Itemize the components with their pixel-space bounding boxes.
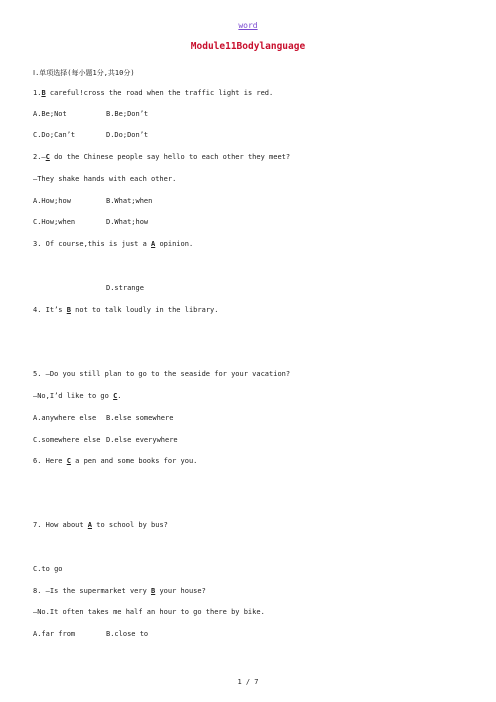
q2-option-d: D.What;how [106,218,149,226]
q2-option-c: C.How;when [33,218,76,226]
answer-1: B [41,89,46,97]
q1-option-a: A.Be;Not [33,110,67,118]
q5-option-c: C.somewhere else [33,436,101,444]
question-1: 1.B careful!cross the road when the traffic light is red. [33,89,274,97]
question-5: 5. —Do you still plan to go to the seaside for your vacation? [33,370,291,378]
q2-reply: —They shake hands with each other. [33,175,177,183]
q3-option-d: D.strange [106,284,144,292]
q5-option-a: A.anywhere else [33,414,97,422]
question-7: 7. How about A to school by bus? [33,521,168,529]
answer-6: C [66,457,71,465]
answer-7: A [87,521,93,529]
answer-5: C [113,392,118,400]
answer-4: B [66,306,71,314]
q8-option-a: A.far from [33,630,76,638]
q7-option-c: C.to go [33,565,63,573]
answer-2: C [45,153,50,161]
q1-option-d: D.Do;Don’t [106,131,149,139]
question-4: 4. It’s B not to talk loudly in the library. [33,306,219,314]
q2-option-a: A.How;how [33,197,71,205]
q8-reply: —No.It often takes me half an hour to go there by bike. [33,608,265,616]
q5-option-b: B.else somewhere [106,414,174,422]
q2-option-b: B.What;when [106,197,153,205]
header-word-link[interactable]: word [238,21,258,30]
question-6: 6. Here C a pen and some books for you. [33,457,198,465]
q8-option-b: B.close to [106,630,149,638]
answer-3: A [151,240,156,248]
page-title: Module11Bodylanguage [190,41,306,52]
q5-option-d: D.else everywhere [106,436,178,444]
question-8: 8. —Is the supermarket very B your house? [33,587,206,595]
q1-option-b: B.Be;Don’t [106,110,149,118]
q5-reply: —No,I’d like to go C. [33,392,122,400]
question-2: 2.—C do the Chinese people say hello to each other they meet? [33,153,291,161]
page-number: 1 / 7 [237,678,259,686]
question-3: 3. Of course,this is just a A opinion. [33,240,194,248]
answer-8: B [151,587,156,595]
section-heading: Ⅰ.单项选择(每小题1分,共10分) [33,69,135,77]
q1-option-c: C.Do;Can’t [33,131,76,139]
